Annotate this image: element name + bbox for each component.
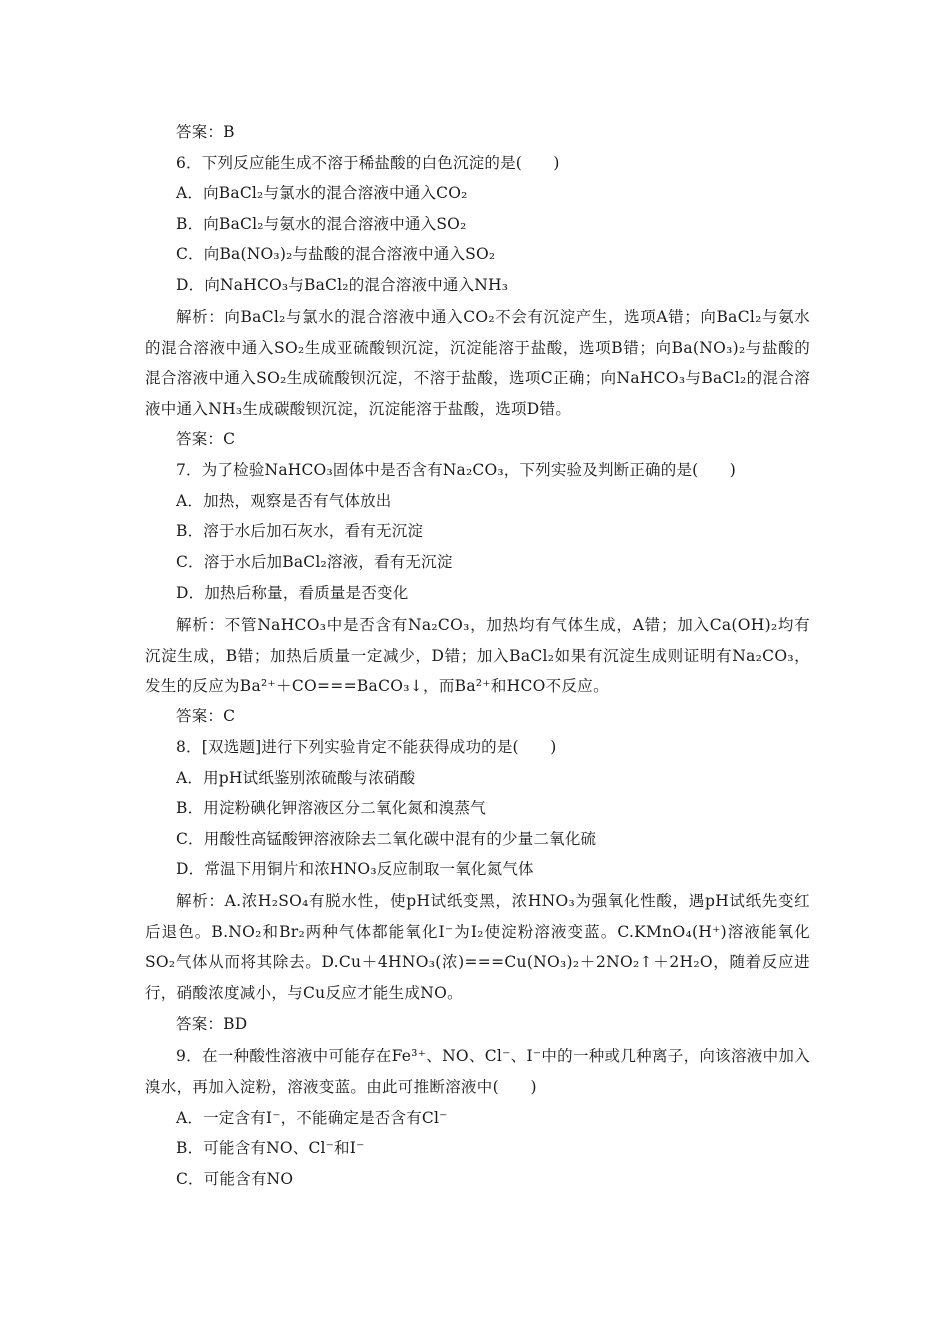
question-9-stem: 9．在一种酸性溶液中可能存在Fe³⁺、NO、Cl⁻、I⁻中的一种或几种离子，向该溶液中加入溴水，再加入淀粉，溶液变蓝。由此可推断溶液中( ) [145,1047,810,1096]
question-8-option-c: C．用酸性高锰酸钾溶液除去二氧化碳中混有的少量二氧化硫 [176,830,597,848]
question-9-option-b: B．可能含有NO、Cl⁻和I⁻ [176,1139,365,1157]
question-7-answer: 答案：C [176,707,236,725]
question-7-option-a: A．加热，观察是否有气体放出 [176,492,392,510]
question-8-option-d: D．常温下用铜片和浓HNO₃反应制取一氧化氮气体 [176,860,534,878]
question-6-analysis: 解析：向BaCl₂与氯水的混合溶液中通入CO₂不会有沉淀产生，选项A错；向BaCl₂与氨水的混合溶液中通入SO₂生成亚硫酸钡沉淀，沉淀能溶于盐酸，选项B错；向Ba(NO₃)₂与盐酸的混合溶液中通入SO₂生成硫酸钡沉淀，不溶于盐酸，选项C正确；向NaHCO₃与BaCl₂的混合溶液中通入NH₃生成碳酸钡沉淀，沉淀能溶于盐酸，选项D错。 [145,308,810,418]
question-8-answer: 答案：BD [176,1015,248,1033]
question-9-option-a: A．一定含有I⁻，不能确定是否含有Cl⁻ [176,1109,448,1127]
question-7-option-c: C．溶于水后加BaCl₂溶液，看有无沉淀 [176,553,453,571]
question-8-option-b: B．用淀粉碘化钾溶液区分二氧化氮和溴蒸气 [176,799,486,817]
question-6-answer: 答案：C [176,430,236,448]
question-6-stem: 6．下列反应能生成不溶于稀盐酸的白色沉淀的是( ) [176,154,560,172]
question-6-option-b: B．向BaCl₂与氨水的混合溶液中通入SO₂ [176,215,467,233]
answer-5: 答案：B [176,123,235,141]
question-6-option-d: D．向NaHCO₃与BaCl₂的混合溶液中通入NH₃ [176,276,509,294]
question-9-option-c: C．可能含有NO [176,1170,294,1188]
question-7-stem: 7．为了检验NaHCO₃固体中是否含有Na₂CO₃，下列实验及判断正确的是( ) [176,461,737,479]
question-6-option-c: C．向Ba(NO₃)₂与盐酸的混合溶液中通入SO₂ [176,245,496,263]
question-7-analysis: 解析：不管NaHCO₃中是否含有Na₂CO₃，加热均有气体生成，A错；加入Ca(OH)₂均有沉淀生成，B错；加热后质量一定减少，D错；加入BaCl₂如果有沉淀生成则证明有Na₂CO₃，发生的反应为Ba²⁺＋CO===BaCO₃↓，而Ba²⁺和HCO不反应。 [145,616,810,695]
question-8-option-a: A．用pH试纸鉴别浓硫酸与浓硝酸 [176,769,416,787]
question-8-analysis: 解析：A.浓H₂SO₄有脱水性，使pH试纸变黑，浓HNO₃为强氧化性酸，遇pH试纸先变红后退色。B.NO₂和Br₂两种气体都能氧化I⁻为I₂使淀粉溶液变蓝。C.KMnO₄(H⁺)溶液能氧化SO₂气体从而将其除去。D.Cu＋4HNO₃(浓)===Cu(NO₃)₂＋2NO₂↑＋2H₂O，随着反应进行，硝酸浓度减小，与Cu反应才能生成NO。 [145,892,810,1002]
question-6-option-a: A．向BaCl₂与氯水的混合溶液中通入CO₂ [176,184,468,202]
question-8-stem: 8．[双选题]进行下列实验肯定不能获得成功的是( ) [176,738,557,756]
question-7-option-b: B．溶于水后加石灰水，看有无沉淀 [176,522,424,540]
question-7-option-d: D．加热后称量，看质量是否变化 [176,584,409,602]
